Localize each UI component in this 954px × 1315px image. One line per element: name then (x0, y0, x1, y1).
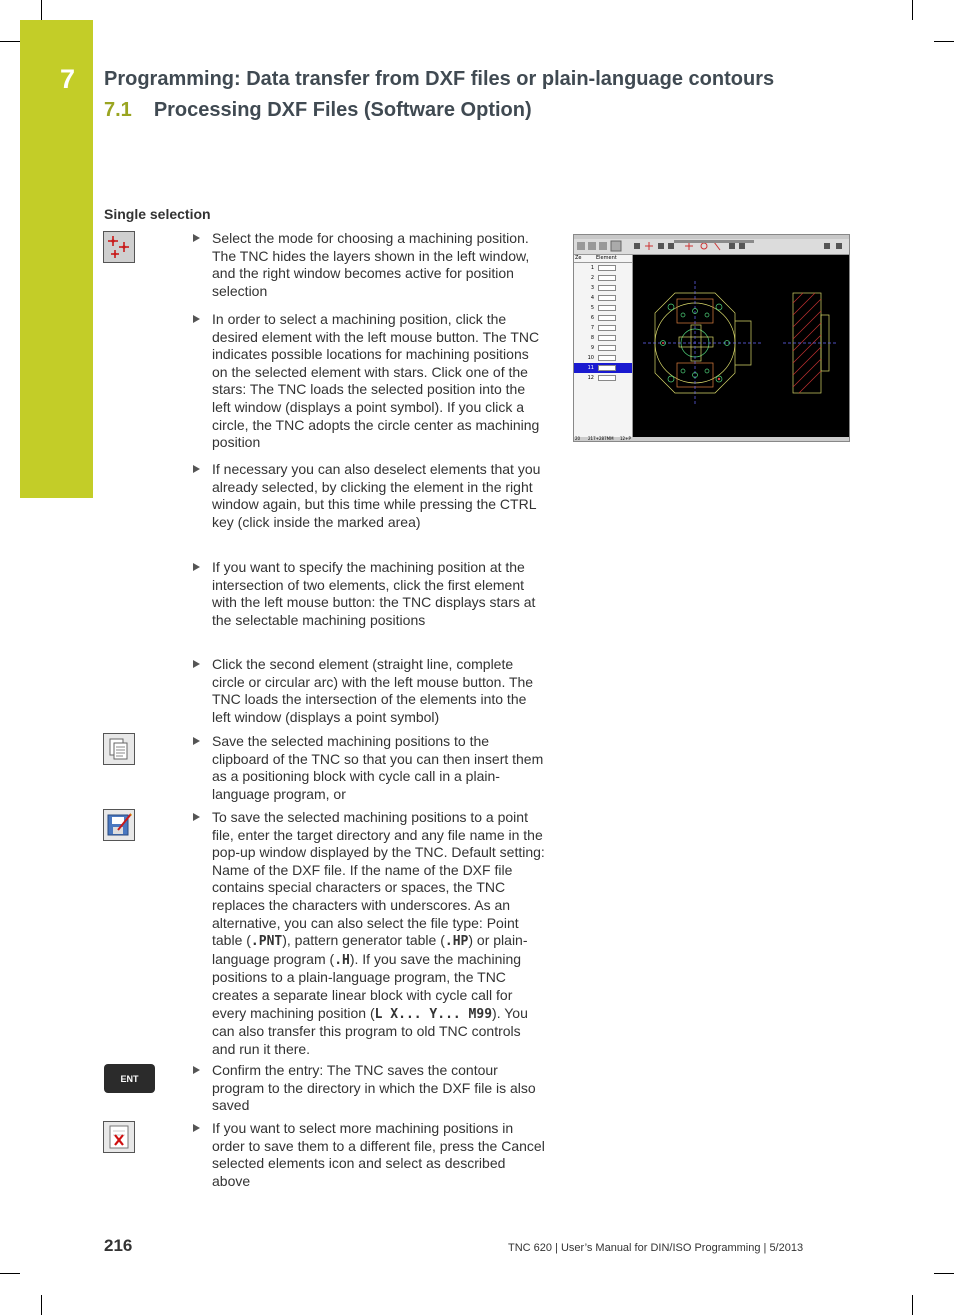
element-list-row (574, 343, 632, 353)
status-right: 12+P (620, 436, 631, 441)
file-type-pnt: .PNT (250, 934, 283, 950)
dxf-screenshot (573, 234, 850, 442)
element-list-row-number: 7 (590, 325, 594, 331)
page-number: 216 (104, 1236, 133, 1255)
crop-mark (41, 1295, 42, 1315)
save-point-file-icon (103, 809, 135, 841)
element-list-row-number: 10 (587, 355, 594, 361)
crop-mark (912, 0, 913, 20)
element-list-row-number: 9 (590, 345, 594, 351)
clipboard-icon (103, 733, 135, 765)
element-list-row (574, 363, 632, 373)
footer-text: TNC 620 | User’s Manual for DIN/ISO Programming | 5/2013 (508, 1242, 804, 1254)
element-list-row (574, 313, 632, 323)
step-text-part: ), pattern generator table ( (282, 932, 445, 949)
list-header-col1: Ze (575, 255, 582, 261)
status-mid: 217+287MM (588, 436, 614, 441)
element-list-row-number: 8 (590, 335, 594, 341)
step-text-part: To save the selected machining positions to a point file, enter the target directory and any file name in the pop-up window displayed by the TNC. Default setting: Name of the DXF file. If the name of the DXF file contains special characters or spaces, the TNC replaces the characters with underscores. As an alternative, you can also select the file type: Point table ( (212, 809, 545, 949)
element-list-row (574, 303, 632, 313)
step-text (212, 809, 545, 1058)
status-left: 20 (575, 436, 581, 441)
element-list-row-number: 5 (590, 305, 594, 311)
element-checkbox-icon (598, 295, 616, 301)
step-item (193, 311, 545, 452)
element-checkbox-icon (598, 305, 616, 311)
element-list-row (574, 263, 632, 273)
step-text: Click the second element (straight line, complete circle or circular arc) with the left mouse button. The TNC loads the intersection of the elements into the left window (displays a point symbol) (212, 656, 534, 725)
element-list-row (574, 373, 632, 383)
step-item (193, 559, 545, 629)
crop-mark (41, 0, 42, 20)
bullet-arrow-icon (193, 234, 200, 242)
crop-mark (934, 1273, 954, 1274)
element-list-row-number: 12 (587, 375, 594, 381)
element-list-header (574, 255, 632, 263)
step-text: Select the mode for choosing a machining position. The TNC hides the layers shown in the left window, and the right window becomes active for position selection (212, 230, 530, 299)
element-list-row-number: 1 (590, 265, 594, 271)
element-checkbox-icon (598, 365, 616, 371)
bullet-arrow-icon (193, 813, 200, 821)
bullet-arrow-icon (193, 1066, 200, 1074)
crop-mark (0, 1273, 20, 1274)
element-list-row (574, 353, 632, 363)
element-list-rows (574, 263, 632, 383)
crop-mark (912, 1295, 913, 1315)
section-heading (104, 99, 532, 122)
step-item (193, 656, 545, 726)
step-text: If necessary you can also deselect elements that you already selected, by clicking the element in the right window again, but this time while pressing the CTRL key (click inside the marked area) (212, 461, 541, 530)
element-list-row-number: 11 (587, 365, 594, 371)
element-list-row-number: 2 (590, 275, 594, 281)
chapter-title: Programming: Data transfer from DXF files or plain-language contours (104, 68, 775, 90)
linear-block-code: L X... Y... M99 (374, 1006, 493, 1022)
element-checkbox-icon (598, 265, 616, 271)
drawing-area (633, 255, 849, 437)
step-text-part: ). If you save the machining positions to a plain-language program, the TNC creates a separate linear block with cycle call for every machining position ( (212, 950, 522, 1021)
bullet-arrow-icon (193, 465, 200, 473)
element-list-row-number: 3 (590, 285, 594, 291)
list-header-col2: Element (596, 255, 617, 261)
select-position-mode-icon (103, 231, 135, 263)
cancel-selected-elements-icon (103, 1121, 135, 1153)
element-list-row (574, 283, 632, 293)
step-item (193, 230, 545, 300)
bullet-arrow-icon (193, 660, 200, 668)
step-item (193, 733, 545, 803)
ent-key: ENT (104, 1064, 155, 1093)
element-checkbox-icon (598, 375, 616, 381)
element-list-row-number: 4 (590, 295, 594, 301)
section-number: 7.1 (104, 99, 132, 121)
step-text: Save the selected machining positions to the clipboard of the TNC so that you can then insert them as a positioning block with cycle call in a plain-language program, or (212, 733, 544, 802)
step-item (193, 1120, 545, 1190)
element-checkbox-icon (598, 345, 616, 351)
file-type-h: .H (334, 952, 350, 968)
element-list-row (574, 333, 632, 343)
screenshot-toolbar (574, 239, 849, 255)
step-text: If you want to select more machining positions in order to save them to a different file, press the Cancel selected elements icon and select as described above (212, 1120, 545, 1189)
crop-mark (934, 41, 954, 42)
element-list-row (574, 273, 632, 283)
file-type-hp: .HP (444, 934, 469, 950)
step-item (193, 461, 545, 531)
element-list-row (574, 293, 632, 303)
element-checkbox-icon (598, 355, 616, 361)
bullet-arrow-icon (193, 315, 200, 323)
section-title: Processing DXF Files (Software Option) (153, 99, 532, 121)
crop-mark (0, 41, 20, 42)
element-checkbox-icon (598, 285, 616, 291)
bullet-arrow-icon (193, 1124, 200, 1132)
screenshot-statusbar (574, 437, 849, 441)
chapter-number: 7 (60, 64, 76, 94)
step-item (193, 809, 545, 1058)
bullet-arrow-icon (193, 737, 200, 745)
element-list-panel (574, 255, 633, 437)
element-checkbox-icon (598, 275, 616, 281)
element-list-row (574, 323, 632, 333)
element-checkbox-icon (598, 335, 616, 341)
chapter-sidebar (20, 20, 93, 498)
step-text-part: ) or plain-language program ( (212, 932, 528, 967)
bullet-arrow-icon (193, 563, 200, 571)
subheading: Single selection (104, 206, 211, 222)
step-text: Confirm the entry: The TNC saves the contour program to the directory in which the DXF file is also saved (212, 1062, 536, 1114)
step-text: In order to select a machining position, click the desired element with the left mouse button. The TNC indicates possible locations for machining positions on the selected element with stars. Click one of the stars: The TNC loads the selected position into the left window (displays a point symbol). If you click a circle, the TNC adopts the circle center as machining position (212, 311, 540, 451)
element-checkbox-icon (598, 325, 616, 331)
step-text: If you want to specify the machining position at the intersection of two elements, click the first element with the left mouse button: the TNC displays stars at the selectable machining positions (212, 559, 536, 628)
step-text-part: ). You can also transfer this program to old TNC controls and run it there. (212, 1004, 528, 1057)
element-list-row-number: 6 (590, 315, 594, 321)
element-checkbox-icon (598, 315, 616, 321)
step-item (193, 1062, 545, 1115)
